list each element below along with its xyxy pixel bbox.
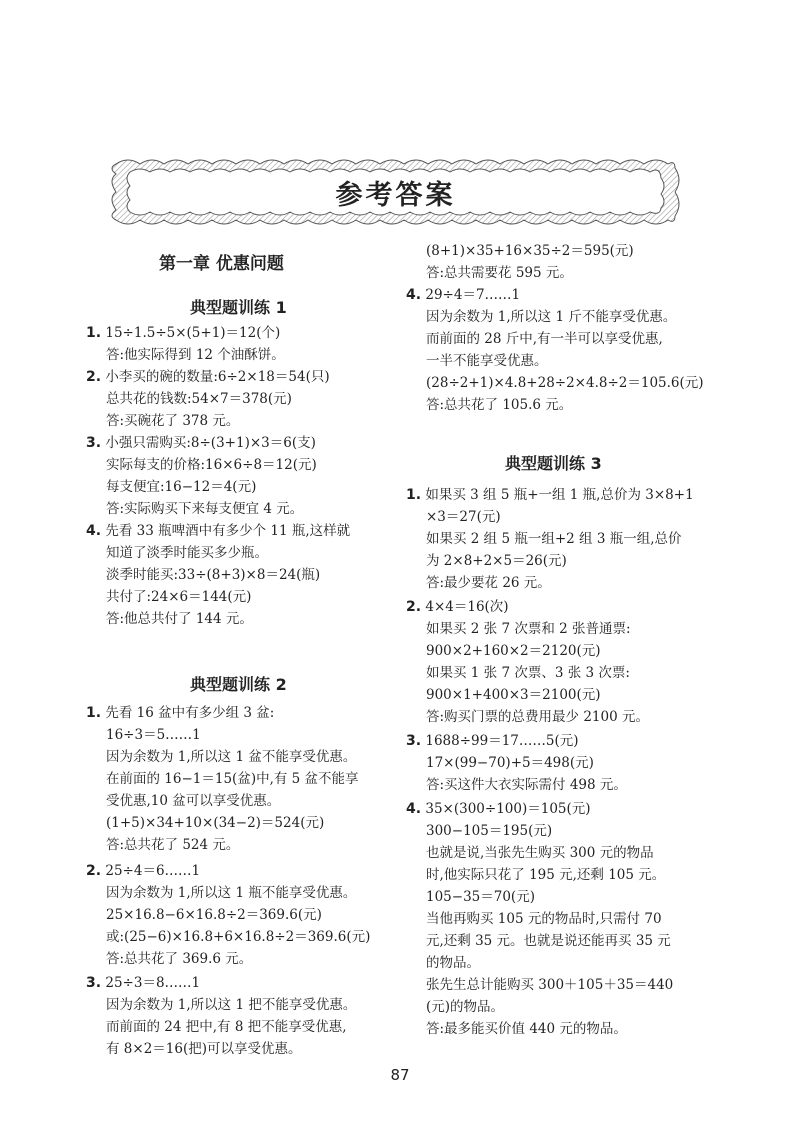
- item-number: 3.: [86, 435, 102, 451]
- item-number: 4.: [86, 523, 102, 539]
- answer-line: (28÷2+1)×4.8+28÷2×4.8÷2＝105.6(元): [426, 375, 704, 391]
- answer-line: 17×(99−70)+5＝498(元): [426, 755, 594, 771]
- answer-line: 元,还剩 35 元。也就是说还能再买 35 元: [426, 933, 671, 949]
- answer-line: [86, 432, 316, 454]
- title-banner: [108, 156, 683, 228]
- answer-line: 答:购买门票的总费用最少 2100 元。: [426, 709, 649, 725]
- answer-line: 答:总共花了 369.6 元。: [106, 951, 253, 967]
- answer-line: [86, 972, 200, 994]
- section-heading-1: 典型题训练 1: [190, 298, 287, 317]
- answer-line: 25×16.8−6×16.8÷2＝369.6(元): [106, 907, 322, 923]
- answer-text: 25÷4＝6……1: [105, 863, 201, 879]
- page-title: 参考答案: [335, 179, 456, 211]
- answer-line: 每支便宜:16−12＝4(元): [106, 479, 257, 495]
- answer-line: (8+1)×35+16×35÷2＝595(元): [426, 243, 634, 259]
- answer-line: 答:总共需要花 595 元。: [426, 265, 573, 281]
- item-number: 4.: [406, 287, 422, 303]
- answer-line: 因为余数为 1,所以这 1 盆不能享受优惠。: [106, 749, 357, 765]
- item-number: 3.: [86, 975, 102, 991]
- answer-text: 小强只需购买:8÷(3+1)×3＝6(支): [105, 435, 316, 451]
- answer-line: 一半不能享受优惠。: [426, 353, 548, 369]
- answer-line: [406, 798, 591, 820]
- answer-line: 受优惠,10 盆可以享受优惠。: [106, 793, 281, 809]
- answer-line: 知道了淡季时能买多少瓶。: [106, 545, 268, 561]
- item-number: 1.: [86, 325, 102, 341]
- answer-text: 4×4＝16(次): [425, 599, 509, 615]
- answer-line: [406, 484, 694, 506]
- answer-line: [86, 702, 274, 724]
- answer-text: 29÷4＝7……1: [425, 287, 521, 303]
- answer-line: 的物品。: [426, 955, 480, 971]
- answer-line: 答:他实际得到 12 个油酥饼。: [106, 347, 285, 363]
- answer-line: ×3＝27(元): [426, 509, 501, 525]
- answer-line: 总共花的钱数:54×7＝378(元): [106, 391, 292, 407]
- answer-line: 答:买碗花了 378 元。: [106, 413, 240, 429]
- answer-line: [86, 860, 200, 882]
- answer-line: 因为余数为 1,所以这 1 瓶不能享受优惠。: [106, 885, 357, 901]
- answer-line: 105−35＝70(元): [426, 889, 535, 905]
- answer-line: 答:总共花了 105.6 元。: [426, 397, 573, 413]
- answer-line: 答:买这件大衣实际需付 498 元。: [426, 777, 627, 793]
- answer-line: 如果买 2 张 7 次票和 2 张普通票:: [426, 621, 631, 637]
- answer-text: 35×(300÷100)＝105(元): [425, 801, 591, 817]
- answer-line: [86, 322, 280, 344]
- answer-line: (元)的物品。: [426, 999, 505, 1015]
- answer-line: [406, 284, 520, 306]
- answer-text: 先看 16 盆中有多少组 3 盆:: [105, 705, 275, 721]
- item-number: 1.: [406, 487, 422, 503]
- item-number: 2.: [86, 863, 102, 879]
- answer-line: 有 8×2＝16(把)可以享受优惠。: [106, 1041, 302, 1057]
- answer-line: [406, 596, 509, 618]
- answer-line: 也就是说,当张先生购买 300 元的物品: [426, 845, 654, 861]
- answer-line: 而前面的 28 斤中,有一半可以享受优惠,: [426, 331, 663, 347]
- answer-line: 因为余数为 1,所以这 1 斤不能享受优惠。: [426, 309, 677, 325]
- item-number: 2.: [406, 599, 422, 615]
- answer-line: 或:(25−6)×16.8+6×16.8÷2＝369.6(元): [106, 929, 371, 945]
- answer-line: 答:最少要花 26 元。: [426, 575, 551, 591]
- chapter-heading: 第一章 优惠问题: [159, 254, 284, 274]
- answer-line: 实际每支的价格:16×6÷8＝12(元): [106, 457, 317, 473]
- answer-line: 答:他总共付了 144 元。: [106, 611, 253, 627]
- answer-line: 因为余数为 1,所以这 1 把不能享受优惠。: [106, 997, 357, 1013]
- answer-line: (1+5)×34+10×(34−2)＝524(元): [106, 815, 325, 831]
- answer-line: 张先生总计能购买 300＋105＋35＝440: [426, 977, 674, 993]
- item-number: 4.: [406, 801, 422, 817]
- answer-line: 16÷3＝5……1: [106, 727, 201, 743]
- answer-line: 而前面的 24 把中,有 8 把不能享受优惠,: [106, 1019, 347, 1035]
- answer-text: 小李买的碗的数量:6÷2×18＝54(只): [105, 369, 330, 385]
- answer-text: 先看 33 瓶啤酒中有多少个 11 瓶,这样就: [105, 523, 351, 539]
- item-number: 1.: [86, 705, 102, 721]
- section-heading-3: 典型题训练 3: [505, 454, 602, 473]
- answer-line: 当他再购买 105 元的物品时,只需付 70: [426, 911, 662, 927]
- answer-line: 为 2×8+2×5＝26(元): [426, 553, 567, 569]
- answer-line: [86, 366, 330, 388]
- item-number: 3.: [406, 733, 422, 749]
- answer-line: 答:最多能买价值 440 元的物品。: [426, 1021, 627, 1037]
- answer-line: [86, 520, 350, 542]
- answer-line: 900×2+160×2＝2120(元): [426, 643, 601, 659]
- answer-text: 1688÷99＝17……5(元): [425, 733, 579, 749]
- answer-line: 淡季时能买:33÷(8+3)×8＝24(瓶): [106, 567, 321, 583]
- answer-line: 答:总共花了 524 元。: [106, 837, 240, 853]
- page-number: 87: [390, 1066, 410, 1084]
- answer-line: [406, 730, 579, 752]
- answer-line: 时,他实际只花了 195 元,还剩 105 元。: [426, 867, 666, 883]
- answer-text: 15÷1.5÷5×(5+1)＝12(个): [105, 325, 281, 341]
- answer-line: 答:实际购买下来每支便宜 4 元。: [106, 501, 304, 517]
- answer-text: 25÷3＝8……1: [105, 975, 201, 991]
- answer-line: 在前面的 16−1＝15(盆)中,有 5 盆不能享: [106, 771, 359, 787]
- answer-line: 300−105＝195(元): [426, 823, 553, 839]
- answer-line: 共付了:24×6＝144(元): [106, 589, 252, 605]
- answer-line: 如果买 2 组 5 瓶一组+2 组 3 瓶一组,总价: [426, 531, 682, 547]
- answer-line: 如果买 1 张 7 次票、3 张 3 次票:: [426, 665, 630, 681]
- item-number: 2.: [86, 369, 102, 385]
- section-heading-2: 典型题训练 2: [190, 675, 287, 694]
- answer-line: 900×1+400×3＝2100(元): [426, 687, 601, 703]
- answer-text: 如果买 3 组 5 瓶+一组 1 瓶,总价为 3×8+1: [425, 487, 694, 503]
